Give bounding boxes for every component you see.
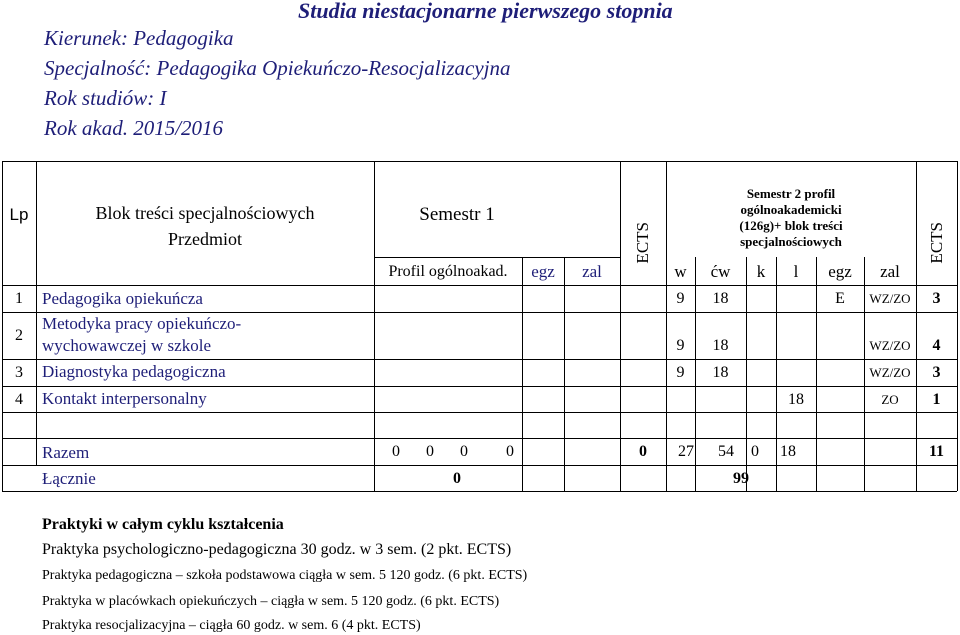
sem2-title-4: specjalnościowych <box>740 234 842 249</box>
sem2-cw-header: ćw <box>710 261 731 281</box>
rok-akad-label: Rok akad. 2015/2016 <box>44 116 224 140</box>
praktyki-item: Praktyka psychologiczno-pedagogiczna 30 godz. w 3 sem. (2 pkt. ECTS) <box>42 541 512 558</box>
sem2-w-header: w <box>674 261 687 281</box>
row-w: 9 <box>676 364 685 381</box>
row-subject: Kontakt interpersonalny <box>42 389 207 408</box>
sem2-egz-header: egz <box>828 261 852 281</box>
row-subject: Pedagogika opiekuńcza <box>42 289 203 308</box>
row-zal: WZ/ZO <box>869 338 911 353</box>
row-lp: 4 <box>15 390 23 408</box>
lacznie-label: Łącznie <box>42 469 96 488</box>
rok-studiow-label: Rok studiów: I <box>44 86 167 110</box>
row-zal: ZO <box>881 391 899 407</box>
razem-ects: 11 <box>928 443 945 460</box>
row-egz: E <box>835 290 845 307</box>
praktyki-item: Praktyka resocjalizacyjna – ciągła 60 godz. w sem. 6 (4 pkt. ECTS) <box>42 618 421 633</box>
lacznie-s2: 99 <box>733 469 749 487</box>
row-ects: 4 <box>932 337 941 354</box>
sem1-egz-header: egz <box>531 261 555 281</box>
sem2-title-3: (126g)+ blok treści <box>739 218 843 233</box>
row-cw: 18 <box>712 290 729 307</box>
lacznie-s1: 0 <box>453 469 461 487</box>
sem1-profile-header: Profil ogólnoakad. <box>388 262 508 280</box>
row-ects: 3 <box>932 364 941 381</box>
row-w: 9 <box>676 337 685 354</box>
razem-s1-value: 0 <box>426 443 434 460</box>
razem-s1-value: 0 <box>392 443 400 460</box>
praktyki-item: Praktyka w placówkach opiekuńczych – ciągła w sem. 5 120 godz. (6 pkt. ECTS) <box>42 594 500 609</box>
row-cw: 18 <box>712 364 729 381</box>
row-ects: 1 <box>932 390 941 408</box>
row-zal: WZ/ZO <box>869 291 911 306</box>
row-cw: 18 <box>712 337 729 354</box>
row-w: 9 <box>676 290 685 307</box>
sem1-zal-header: zal <box>582 261 602 281</box>
razem-s1-ects: 0 <box>639 443 647 460</box>
przedmiot-header: Przedmiot <box>168 228 242 249</box>
row-subject: Diagnostyka pedagogiczna <box>42 362 226 381</box>
sem2-ects-header: ECTS <box>926 221 946 264</box>
row-subject-line-1: Metodyka pracy opiekuńczo- <box>42 314 242 333</box>
sem2-title-2: ogólnoakademicki <box>740 202 842 217</box>
praktyki-item: Praktyka pedagogiczna – szkoła podstawowa ciągła w sem. 5 120 godz. (6 pkt. ECTS) <box>42 568 528 583</box>
praktyki-title: Praktyki w całym cyklu kształcenia <box>42 516 284 533</box>
row-zal: WZ/ZO <box>869 365 911 380</box>
row-ects: 3 <box>932 290 941 307</box>
page-title: Studia niestacjonarne pierwszego stopnia <box>298 0 673 23</box>
lp-header: Lp <box>9 205 29 224</box>
razem-w: 27 <box>678 443 694 460</box>
blok-header: Blok treści specjalnościowych <box>95 202 315 223</box>
row-l: 18 <box>788 390 804 408</box>
row-lp: 1 <box>15 290 23 307</box>
row-lp: 3 <box>15 364 23 381</box>
specjalnosc-label: Specjalność: Pedagogika Opiekuńczo-Resocjalizacyjna <box>44 56 511 80</box>
razem-s1-value: 0 <box>460 443 468 460</box>
row-subject-line-2: wychowawczej w szkole <box>42 336 211 355</box>
razem-l: 18 <box>780 443 796 460</box>
razem-k: 0 <box>751 443 759 460</box>
razem-s1-value: 0 <box>506 443 514 460</box>
razem-label: Razem <box>42 443 90 462</box>
sem1-ects-header: ECTS <box>633 221 652 264</box>
sem2-title-1: Semestr 2 profil <box>746 186 836 201</box>
sem2-zal-header: zal <box>880 261 900 281</box>
kierunek-label: Kierunek: Pedagogika <box>44 26 234 50</box>
sem2-k-header: k <box>756 261 766 281</box>
row-lp: 2 <box>15 327 23 344</box>
semester-1-header: Semestr 1 <box>419 204 495 225</box>
razem-cw: 54 <box>718 443 734 460</box>
sem2-l-header: l <box>793 261 799 281</box>
